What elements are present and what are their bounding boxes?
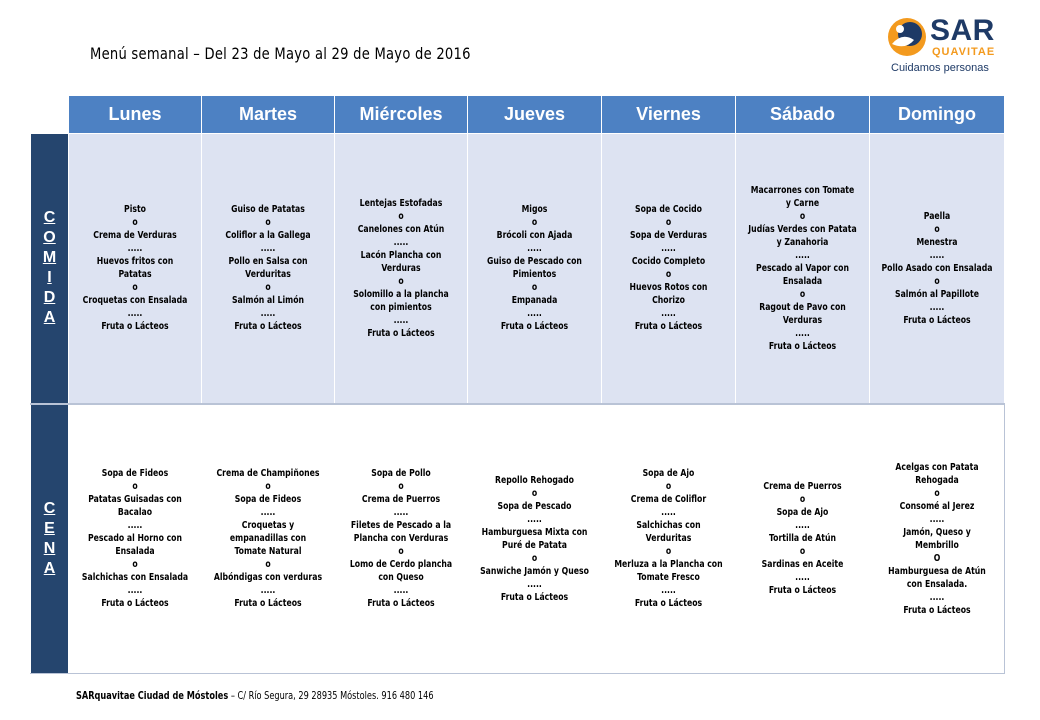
meal-line: o (531, 282, 538, 294)
logo-emblem-icon (884, 14, 930, 60)
meal-line: Fruta o Lácteos (101, 598, 169, 610)
meal-line: Salmón al Papillote (894, 288, 979, 300)
meal-line: ..... (795, 249, 810, 261)
meal-line: Ragout de Pavo con Verduras (759, 301, 846, 326)
meal-line: Fruta o Lácteos (234, 321, 302, 333)
meal-line: Coliflor a la Gallega (225, 230, 311, 242)
day-header: Miércoles (335, 96, 468, 134)
meal-line: Brócoli con Ajada (496, 230, 573, 242)
meal-line: Sopa de Ajo (642, 468, 695, 480)
meal-line: Sopa de Verduras (629, 230, 708, 242)
logo-tagline: Cuidamos personas (891, 62, 989, 74)
meal-line: Huevos fritos con Patatas (96, 256, 174, 281)
section-label-text: C E N A (43, 499, 56, 577)
comida-row (31, 134, 1005, 404)
logo-subname: QUAVITAE (932, 46, 996, 58)
meal-line: ..... (661, 308, 676, 320)
meal-line: Fruta o Lácteos (101, 321, 169, 333)
meal-line: Sanwiche Jamón y Queso (480, 565, 589, 577)
meal-line: ..... (393, 236, 409, 248)
meal-line: Fruta o Lácteos (768, 585, 837, 597)
meal-line: o (799, 546, 806, 558)
meal-line: ..... (127, 308, 143, 320)
meal-line: Lentejas Estofadas (359, 197, 443, 209)
meal-line: o (398, 481, 404, 493)
day-header: Martes (202, 96, 335, 134)
logo-name: SAR (930, 14, 995, 47)
meal-line: Merluza a la Plancha con Tomate Fresco (614, 559, 723, 584)
meal-line: Crema de Champiñones (216, 468, 320, 480)
meal-line: Pisto (124, 204, 146, 216)
footer-address (76, 690, 434, 702)
meal-line: Croquetas con Ensalada (82, 295, 188, 307)
meal-line: Tortilla de Atún (768, 533, 837, 545)
meal-cell (335, 134, 468, 404)
day-header: Jueves (468, 96, 602, 134)
meal-line: Paella (923, 210, 951, 222)
meal-line: o (665, 269, 672, 281)
meal-line: o (934, 487, 940, 499)
meal-line: Fruta o Lácteos (634, 598, 703, 610)
footer-address-text: – C/ Río Segura, 29 28935 Móstoles. 916 480 146 (228, 690, 434, 702)
meal-line: o (132, 217, 138, 229)
meal-line: Pescado al Vapor con Ensalada (756, 262, 849, 287)
meal-line: Pollo Asado con Ensalada (881, 262, 993, 274)
meal-line: Fruta o Lácteos (367, 598, 435, 610)
meal-line: o (132, 282, 138, 294)
meal-line: Jamón, Queso y Membrillo (903, 526, 971, 551)
meal-line: Guiso de Patatas (231, 204, 305, 216)
meal-line: ..... (260, 507, 276, 519)
meal-line: o (531, 217, 538, 229)
meal-line: Hamburguesa Mixta con Puré de Patata (481, 526, 588, 551)
header-corner (31, 96, 69, 134)
meal-line: Repollo Rehogado (494, 474, 575, 486)
meal-line: ..... (661, 585, 676, 597)
meal-cell (870, 134, 1005, 404)
meal-line: ..... (929, 249, 945, 261)
meal-line: Sopa de Pescado (497, 500, 572, 512)
meal-cell (202, 134, 335, 404)
meal-cell (736, 404, 870, 674)
meal-line: o (665, 217, 672, 229)
day-header: Lunes (69, 96, 202, 134)
meal-line: Sopa de Ajo (776, 507, 829, 519)
meal-line: Sopa de Cocido (635, 204, 702, 216)
section-label-text: C O M I D A (42, 209, 57, 327)
meal-cell (736, 134, 870, 404)
comida-label (31, 134, 69, 404)
meal-line: Lacón Plancha con Verduras (360, 249, 442, 274)
meal-line: Canelones con Atún (357, 223, 445, 235)
meal-line: Crema de Coliflor (630, 494, 707, 506)
meal-line: ..... (393, 507, 409, 519)
meal-line: Patatas Guisadas con Bacalao (88, 494, 182, 519)
meal-line: o (398, 210, 404, 222)
meal-line: Sopa de Fideos (234, 494, 302, 506)
meal-cell (870, 404, 1005, 674)
meal-line: ..... (661, 243, 676, 255)
meal-line: ..... (393, 585, 409, 597)
meal-line: Guiso de Pescado con Pimientos (487, 256, 582, 281)
cena-label (31, 404, 69, 674)
meal-line: Fruta o Lácteos (634, 321, 703, 333)
meal-line: Salchichas con Verduritas (636, 520, 701, 545)
meal-line: o (665, 481, 672, 493)
meal-line: Salchichas con Ensalada (81, 572, 189, 584)
meal-cell (468, 404, 602, 674)
meal-line: Pollo en Salsa con Verduritas (228, 256, 308, 281)
meal-line: Migos (521, 204, 548, 216)
meal-line: ..... (527, 513, 542, 525)
meal-line: Lomo de Cerdo plancha con Queso (349, 559, 453, 584)
meal-line: ..... (527, 243, 542, 255)
meal-line: o (799, 494, 806, 506)
meal-cell (202, 404, 335, 674)
meal-line: Fruta o Lácteos (768, 340, 837, 352)
meal-line: Cocido Completo (631, 256, 706, 268)
meal-line: o (265, 282, 271, 294)
meal-cell (468, 134, 602, 404)
meal-line: Fruta o Lácteos (500, 591, 569, 603)
meal-line: o (265, 217, 271, 229)
meal-cell (69, 134, 202, 404)
meal-line: ..... (127, 520, 143, 532)
meal-line: Sopa de Fideos (101, 468, 169, 480)
day-header: Viernes (602, 96, 736, 134)
meal-line: Acelgas con Patata Rehogada (895, 461, 979, 486)
meal-line: o (799, 288, 806, 300)
meal-line: Crema de Puerros (361, 494, 441, 506)
meal-line: ..... (527, 578, 542, 590)
meal-line: Croquetas y empanadillas con Tomate Natural (229, 520, 307, 558)
meal-line: ..... (929, 301, 945, 313)
meal-cell (335, 404, 468, 674)
meal-line: ..... (929, 591, 945, 603)
meal-line: Fruta o Lácteos (903, 604, 971, 616)
meal-line: Sopa de Pollo (371, 468, 431, 480)
meal-line: Macarrones con Tomate y Carne (750, 184, 855, 209)
meal-line: o (531, 552, 538, 564)
meal-line: o (398, 275, 404, 287)
meal-cell (602, 134, 736, 404)
meal-line: o (665, 546, 672, 558)
meal-line: Albóndigas con verduras (213, 572, 323, 584)
meal-line: Consomé al Jerez (899, 500, 975, 512)
cena-row (31, 404, 1005, 674)
meal-line: Fruta o Lácteos (234, 598, 302, 610)
meal-cell (69, 404, 202, 674)
day-header: Sábado (736, 96, 870, 134)
meal-line: ..... (795, 327, 810, 339)
sar-quavitae-logo (884, 14, 1014, 76)
day-header: Domingo (870, 96, 1005, 134)
meal-line: o (265, 481, 271, 493)
meal-line: o (132, 481, 138, 493)
meal-line: ..... (260, 308, 276, 320)
meal-line: Sardinas en Aceite (761, 559, 844, 571)
meal-line: Pescado al Horno con Ensalada (88, 533, 182, 558)
meal-line: o (132, 559, 138, 571)
meal-line: ..... (527, 308, 542, 320)
meal-line: Hamburguesa de Atún con Ensalada. (888, 565, 986, 590)
meal-line: o (934, 275, 940, 287)
meal-line: Judías Verdes con Patata y Zanahoria (748, 223, 857, 248)
meal-line: ..... (127, 585, 143, 597)
meal-line: ..... (260, 243, 276, 255)
meal-cell (602, 404, 736, 674)
meal-line: Menestra (916, 236, 958, 248)
meal-line: ..... (393, 314, 409, 326)
meal-line: Empanada (511, 295, 558, 307)
meal-line: O (933, 552, 941, 564)
meal-line: ..... (795, 572, 810, 584)
meal-line: Filetes de Pescado a la Plancha con Verduras (350, 520, 452, 545)
meal-line: Fruta o Lácteos (367, 327, 435, 339)
weekly-menu-table (30, 95, 1005, 674)
meal-line: o (934, 223, 940, 235)
meal-line: ..... (127, 243, 143, 255)
meal-line: Solomillo a la plancha con pimientos (353, 288, 449, 313)
meal-line: Salmón al Limón (231, 295, 305, 307)
meal-line: Crema de Verduras (93, 230, 177, 242)
meal-line: ..... (260, 585, 276, 597)
day-header-row (31, 96, 1005, 134)
meal-line: o (531, 487, 538, 499)
meal-line: Huevos Rotos con Chorizo (629, 282, 708, 307)
page-title: Menú semanal – Del 23 de Mayo al 29 de Mayo de 2016 (90, 44, 471, 63)
meal-line: ..... (661, 507, 676, 519)
meal-line: o (799, 210, 806, 222)
meal-line: Fruta o Lácteos (903, 314, 971, 326)
meal-line: o (265, 559, 271, 571)
meal-line: ..... (795, 520, 810, 532)
meal-line: ..... (929, 513, 945, 525)
footer-residence-name: SARquavitae Ciudad de Móstoles (76, 690, 229, 702)
meal-line: Fruta o Lácteos (500, 321, 569, 333)
meal-line: o (398, 546, 404, 558)
meal-line: Crema de Puerros (763, 481, 842, 493)
